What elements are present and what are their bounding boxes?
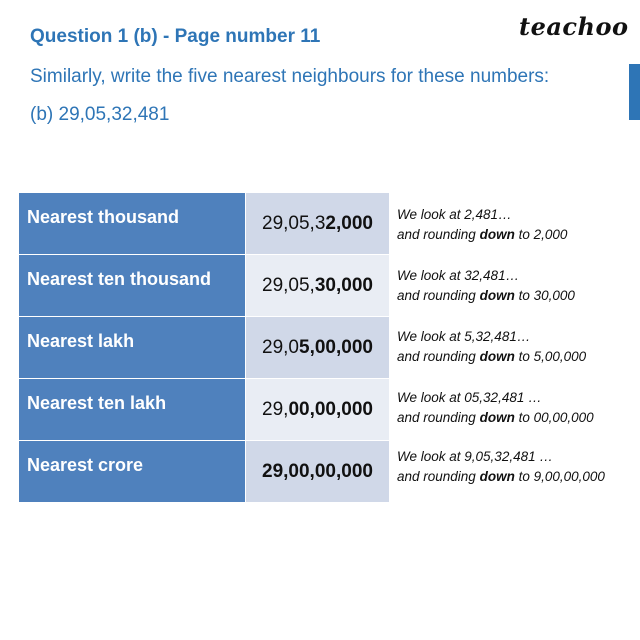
instruction-text: Similarly, write the five nearest neighbours for these numbers: — [30, 66, 550, 87]
table-row — [19, 193, 390, 255]
rounding-note: We look at 9,05,32,481 … and rounding down to 9,00,00,000 — [397, 449, 605, 484]
question-title: Question 1 (b) - Page number 11 — [30, 26, 321, 47]
given-number: (b) 29,05,32,481 — [30, 104, 170, 125]
teachoo-logo: teachoo — [519, 12, 629, 41]
row-value: 29,05,32,000 — [246, 193, 390, 255]
table-row — [19, 317, 390, 379]
row-label: Nearest crore — [19, 441, 246, 503]
row-value: 29,05,00,000 — [246, 317, 390, 379]
row-value: 29,05,30,000 — [246, 255, 390, 317]
row-label: Nearest ten thousand — [19, 255, 246, 317]
rounding-note: We look at 2,481… and rounding down to 2,000 — [397, 207, 568, 242]
table-row — [19, 255, 390, 317]
rounding-note: We look at 05,32,481 … and rounding down to 00,00,000 — [397, 390, 594, 425]
accent-bar — [629, 64, 640, 120]
nearest-neighbours-table — [18, 192, 390, 503]
table-row — [19, 441, 390, 503]
table-row — [19, 379, 390, 441]
row-label: Nearest thousand — [19, 193, 246, 255]
row-value: 29,00,00,000 — [246, 379, 390, 441]
rounding-note: We look at 32,481… and rounding down to 30,000 — [397, 268, 575, 303]
row-value: 29,00,00,000 — [246, 441, 390, 503]
row-label: Nearest lakh — [19, 317, 246, 379]
rounding-note: We look at 5,32,481… and rounding down to 5,00,000 — [397, 329, 587, 364]
row-label: Nearest ten lakh — [19, 379, 246, 441]
